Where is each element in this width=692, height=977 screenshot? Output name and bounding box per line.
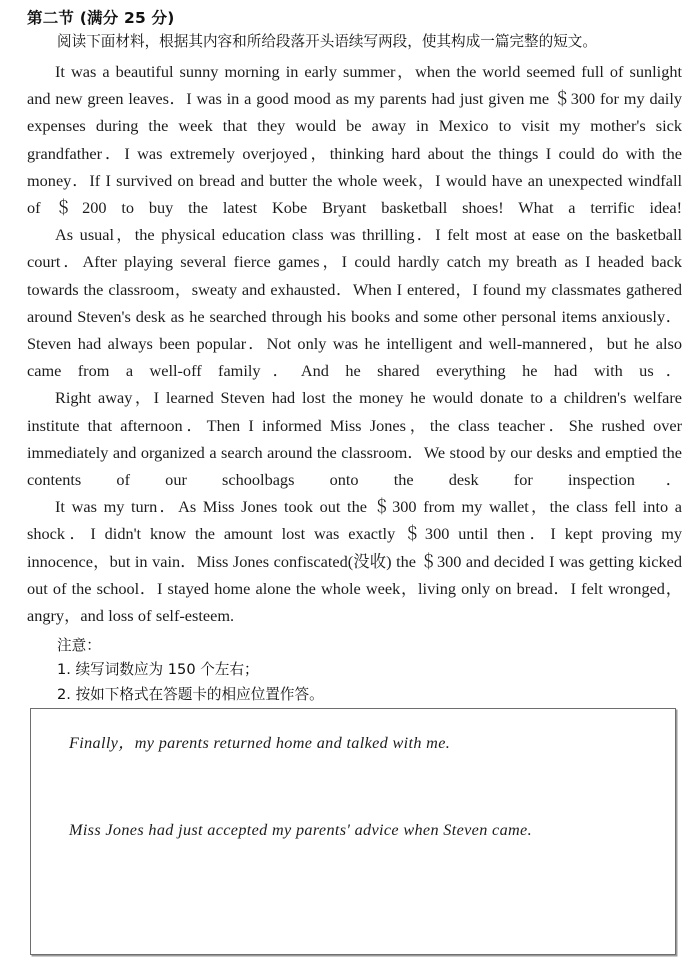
passage-paragraph: It was a beautiful sunny morning in early summer，when the world seemed full of sunlight and new green leaves．I was in a good mood as my parents had just given me ＄300 for my daily expenses during the week that they would be away in Mexico to visit my mother's sick grandfather．I was extremely overjoyed，thinking hard about the things I could do with the money．If I survived on bread and butter the whole week，I would have an unexpected windfall of ＄200 to buy the latest Kobe Bryant basketball shoes! What a terrific idea! [27, 62, 682, 218]
instructions-notes [27, 634, 682, 707]
paragraph-opening-1: Finally，my parents returned home and talked with me. [69, 734, 451, 752]
answer-area-box[interactable] [30, 708, 676, 955]
notes-title: 注意： [57, 637, 101, 654]
note-item: 1. 续写词数应为 150 个左右； [57, 661, 259, 678]
paragraph-opening-2: Miss Jones had just accepted my parents' advice when Steven came. [69, 821, 532, 839]
passage-paragraph: As usual，the physical education class was thrilling．I felt most at ease on the basketball court．After playing several fierce games，I could hardly catch my breath as I headed back towards the classroom，sweaty and exhausted．When I entered，I found my classmates gathered around Steven's desk as he searched through his books and some other personal items anxiously．Steven had always been popular．Not only was he intelligent and well-mannered，but he also came from a well-off family．And he shared everything he had with us． [27, 225, 682, 381]
passage-paragraph: It was my turn．As Miss Jones took out the ＄300 from my wallet，the class fell into a shock．I didn't know the amount lost was exactly ＄300 until then．I kept proving my innocence，but in vain．Miss Jones confiscated(没收) the ＄300 and decided I was getting kicked out of the school．I stayed home alone the whole week，living only on bread．I felt wronged，angry，and loss of self-esteem. [27, 497, 682, 626]
section-directive: 阅读下面材料，根据其内容和所给段落开头语续写两段，使其构成一篇完整的短文。 [57, 33, 597, 50]
passage-paragraph: Right away，I learned Steven had lost the money he would donate to a children's welfare institute that afternoon．Then I informed Miss Jones，the class teacher．She rushed over immediately and organized a search around the classroom．We stood by our desks and emptied the contents of our schoolbags onto the desk for inspection． [27, 388, 682, 490]
note-item: 2. 按如下格式在答题卡的相应位置作答。 [57, 686, 324, 703]
section-heading: 第二节 (满分 25 分) [27, 9, 175, 27]
reading-passage [27, 58, 682, 629]
